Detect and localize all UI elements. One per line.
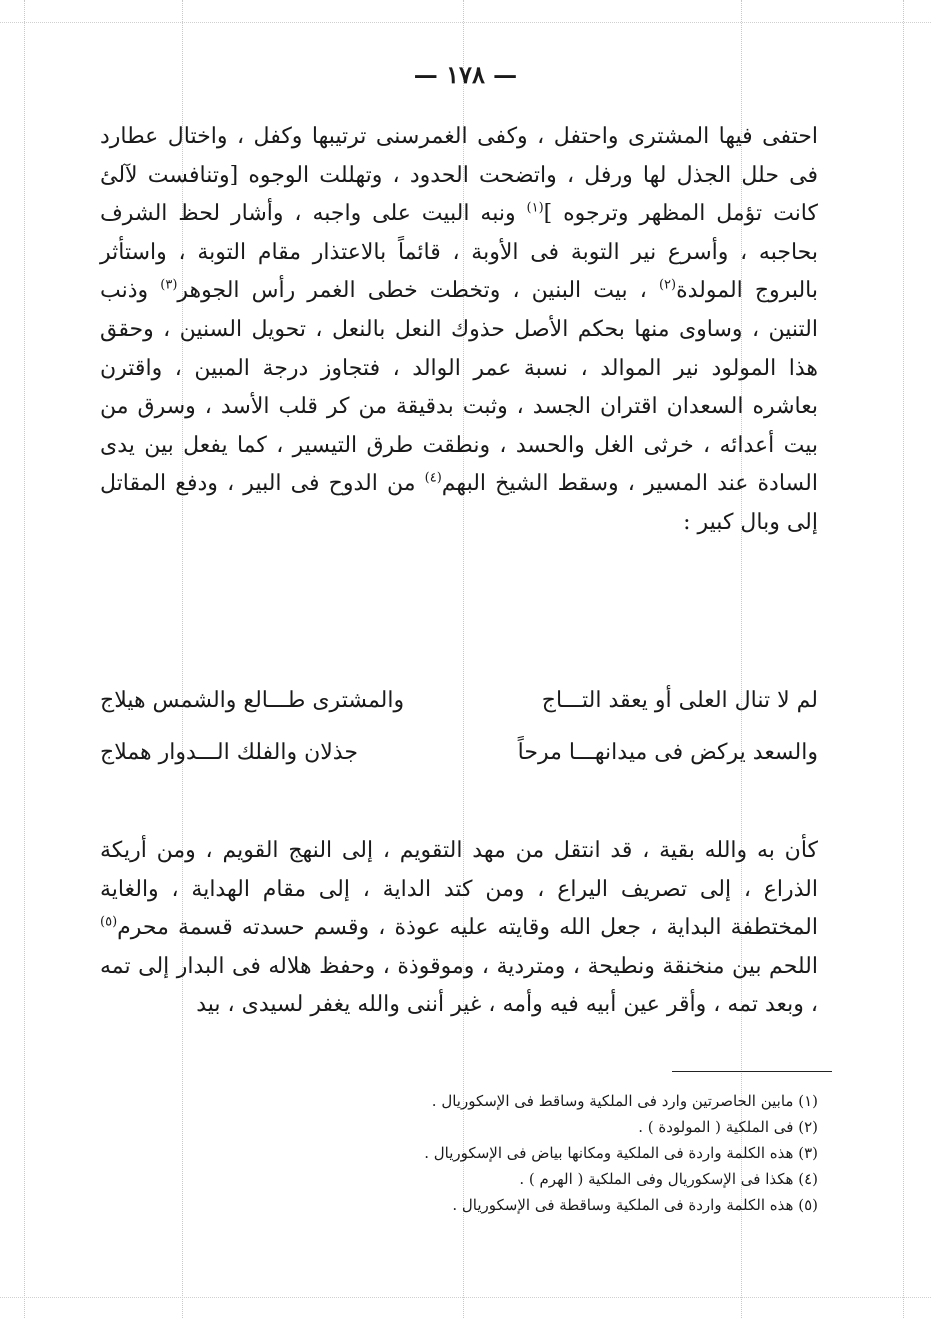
verse-line — [100, 740, 818, 780]
footnote: (١) مابين الحاصرتين وارد فى الملكية وساقط فى الإسكوريال . — [431, 1092, 818, 1110]
footnote-ref[interactable]: (٢) — [658, 278, 677, 294]
verse-hemistich: والسعد يركض فى ميدانهـــا مرحاً — [517, 740, 818, 765]
verse-hemistich: لم لا تنال العلى أو يعقد التـــاج — [541, 688, 818, 713]
page-number: — ١٧٨ — — [413, 60, 518, 89]
footnote-ref[interactable]: (٤) — [424, 471, 442, 487]
text-run: احتفى فيها المشترى واحتفل ، وكفى الغمرسنى ترتيبها وكفل ، واختال عطارد فى حلل الجذل لها ورفل ، واتضحت الحدود ، وتهللت الوجوه [وتنافست لآلئ كانت تؤمل المظهر وترجوه ] — [100, 124, 818, 227]
footnote-separator — [672, 1071, 832, 1072]
footnote: (٣) هذه الكلمة واردة فى الملكية ومكانها بياض فى الإسكوريال . — [424, 1144, 818, 1162]
verse-line — [100, 688, 818, 728]
text-run: وذنب التنين ، وساوى منها بحكم الأصل حذوك النعل بالنعل ، تحويل السنين ، وحقق هذا المولود نير الموالد ، نسبة عمر الوالد ، فتجاوز درجة المبين ، واقترن بعاشره السعدان اقتران الجسد ، وثبت بدقيقة من كر قلب الأسد ، وسرق من بيت أعدائه ، خرثى الغل والحسد ، ونطقت طرق التيسير ، كما يفعل بين يدى السادة عند المسير ، وسقط الشيخ البهم — [100, 278, 818, 497]
scan-guide-line — [24, 0, 25, 1318]
text-run: ، بيت البنين ، وتخطت خطى الغمر رأس الجوهر — [177, 278, 659, 304]
text-run: ونبه البيت على واجبه ، وأشار لحظ الشرف بحاجبه ، وأسرع نير التوبة فى الأوبة ، قائماً بالاعتذار مقام التوبة ، واستأثر بالبروج المولدة — [100, 201, 818, 304]
verse-hemistich: والمشترى طـــالع والشمس هيلاج — [100, 688, 405, 713]
scan-guide-line — [0, 1297, 931, 1298]
footnote: (٤) هكذا فى الإسكوريال وفى الملكية ( الهرم ) . — [519, 1170, 818, 1188]
footnote-ref[interactable]: (٥) — [100, 914, 118, 930]
paragraph-2 — [100, 810, 818, 1047]
verse-hemistich: جذلان والفلك الـــدوار هملاج — [100, 740, 358, 765]
text-run: من الدوح فى البير ، ودفع المقاتل إلى وبال كبير : — [100, 471, 818, 535]
footnote: (٢) فى الملكية ( المولودة ) . — [638, 1118, 818, 1136]
footnote: (٥) هذه الكلمة واردة فى الملكية وساقطة فى الإسكوريال . — [452, 1196, 818, 1214]
footnote-ref[interactable]: (١) — [526, 200, 544, 216]
scan-guide-line — [903, 0, 904, 1318]
paragraph-1 — [100, 118, 818, 543]
footnote-ref[interactable]: (٣) — [160, 278, 178, 294]
scan-guide-line — [0, 22, 931, 23]
text-run: اللحم بين منخنقة ونطيحة ، ومتردية ، وموقوذة ، وحفظ هلاله فى البدار إلى تمه ، وبعد تمه ، وأقر عين أبيه فيه وأمه ، غير أننى والله يغفر لسيدى ، بيد — [100, 953, 818, 1018]
footnotes — [300, 1088, 818, 1218]
text-run: كأن به والله بقية ، قد انتقل من مهد التقويم ، إلى النهج القويم ، ومن أريكة الذراع ، إلى تصريف اليراع ، ومن كتد الداية ، إلى مقام الهداية ، والغاية المختطفة البداية ، جعل الله وقايته عليه عوذة ، وقسم حسدته قسمة محرم — [100, 838, 818, 941]
